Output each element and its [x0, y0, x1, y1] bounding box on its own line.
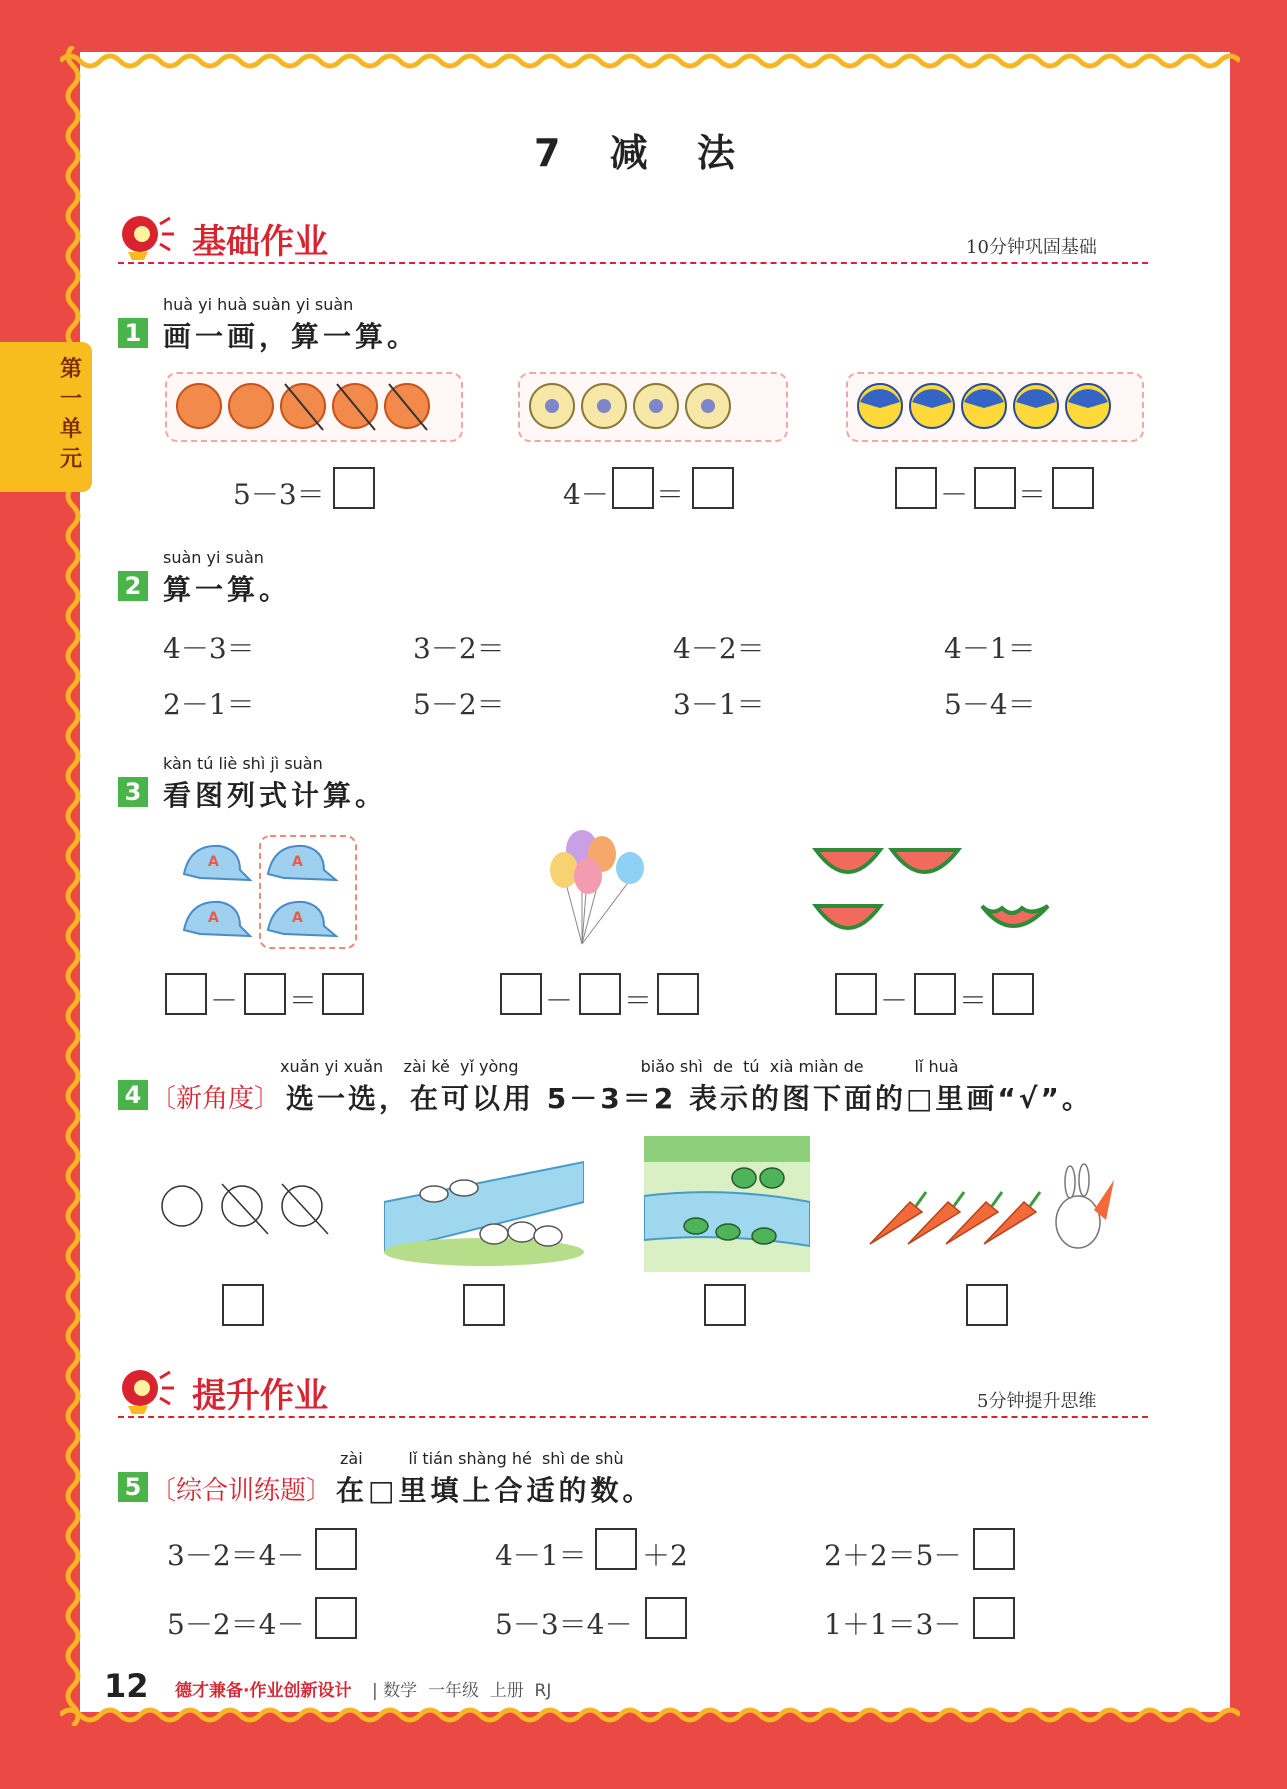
q2-row1-item: 3－2＝	[413, 632, 505, 665]
q3-text: 看图列式计算。	[163, 779, 388, 812]
wavy-border-top	[60, 46, 1240, 76]
q4-text: 选一选，在可以用 5－3＝2 表示的图下面的□里画“√”。	[286, 1082, 1093, 1115]
svg-text:A: A	[292, 910, 303, 926]
carrots-rabbit-picture	[866, 1160, 1116, 1260]
unit-side-tab-label: 第一单元	[59, 357, 82, 472]
q3-pic1-minus: －	[210, 984, 239, 1017]
q1-answer-box-3c[interactable]	[1052, 467, 1094, 509]
q2-row2-item: 5－4＝	[944, 688, 1036, 721]
q1-eq2-prefix: 4－	[563, 478, 609, 511]
section-basic-title: 基础作业	[192, 222, 328, 262]
q5-r1-c1-box[interactable]	[315, 1528, 357, 1570]
soccer-balls-icon	[528, 382, 778, 432]
q1-eq3-equals: ＝	[1018, 478, 1047, 511]
q5-text: 在□里填上合适的数。	[336, 1474, 655, 1507]
balloons-picture	[546, 828, 656, 948]
q5-r1-c3: 2＋2＝5－	[824, 1539, 962, 1572]
section-basic-divider	[118, 262, 1148, 264]
q3-number: 3	[118, 777, 148, 807]
wavy-border-bottom	[60, 1700, 1240, 1730]
q3-pic3-box-a[interactable]	[835, 973, 877, 1015]
section-basic-note: 10分钟巩固基础	[966, 237, 1097, 258]
q5-r2-c1: 5－2＝4－	[167, 1608, 305, 1641]
q5-r1-c1: 3－2＝4－	[167, 1539, 305, 1572]
q2-text: 算一算。	[163, 573, 292, 606]
q5-r2-c2: 5－3＝4－	[495, 1608, 633, 1641]
q1-number: 1	[118, 318, 148, 348]
q5-pinyin: zài lǐ tián shàng hé shì de shù	[340, 1449, 624, 1468]
footer-brand: 德才兼备·作业创新设计	[175, 1681, 352, 1701]
q3-pic3-minus: －	[880, 984, 909, 1017]
q5-r1-c2-suffix: ＋2	[642, 1539, 688, 1572]
q1-eq3-minus: －	[940, 478, 969, 511]
q2-row1-item: 4－2＝	[673, 632, 765, 665]
frogs-pond-picture	[644, 1136, 810, 1272]
q5-r2-c1-box[interactable]	[315, 1597, 357, 1639]
q5-r1-c2: 4－1＝	[495, 1539, 587, 1572]
circles-picture	[160, 1182, 330, 1240]
q4-choice-box-geese[interactable]	[463, 1284, 505, 1326]
q2-row1-item: 4－3＝	[163, 632, 255, 665]
section-advanced-title: 提升作业	[192, 1376, 328, 1416]
q3-pic3-box-c[interactable]	[992, 973, 1034, 1015]
caps-picture	[180, 834, 360, 950]
q1-answer-box-2a[interactable]	[612, 467, 654, 509]
q4-tag: 〔新角度〕	[150, 1084, 281, 1114]
basketballs-icon	[175, 382, 455, 432]
q4-choice-box-frogs[interactable]	[704, 1284, 746, 1326]
q5-r2-c2-box[interactable]	[645, 1597, 687, 1639]
q5-tag: 〔综合训练题〕	[150, 1476, 333, 1506]
q5-r1-c2-box[interactable]	[595, 1528, 637, 1570]
q1-text: 画一画，算一算。	[163, 320, 420, 353]
q5-r1-c3-box[interactable]	[973, 1528, 1015, 1570]
section-advanced-divider	[118, 1416, 1148, 1418]
q4-pinyin: xuǎn yi xuǎn zài kě yǐ yòng biǎo shì de tú xià miàn de lǐ huà	[280, 1057, 959, 1076]
q2-number: 2	[118, 571, 148, 601]
q1-eq1: 5－3＝	[233, 478, 325, 511]
q3-pinyin: kàn tú liè shì jì suàn	[163, 754, 323, 773]
q4-choice-box-circles[interactable]	[222, 1284, 264, 1326]
geese-river-picture	[384, 1142, 584, 1266]
q4-number: 4	[118, 1080, 148, 1110]
q1-pinyin: huà yi huà suàn yi suàn	[163, 295, 354, 314]
q1-answer-box-2b[interactable]	[692, 467, 734, 509]
volleyballs-icon	[856, 382, 1136, 432]
q3-pic1-equals: ＝	[289, 984, 318, 1017]
bulb-icon	[118, 210, 180, 262]
svg-text:A: A	[208, 854, 219, 870]
q3-pic1-box-b[interactable]	[244, 973, 286, 1015]
q3-pic3-equals: ＝	[959, 984, 988, 1017]
q5-number: 5	[118, 1472, 148, 1502]
q3-pic1-box-c[interactable]	[322, 973, 364, 1015]
q1-answer-box-1[interactable]	[333, 467, 375, 509]
q2-row2-item: 3－1＝	[673, 688, 765, 721]
q3-pic1-box-a[interactable]	[165, 973, 207, 1015]
wavy-border-left	[58, 46, 88, 1726]
q5-r2-c3-box[interactable]	[973, 1597, 1015, 1639]
q4-choice-box-carrots[interactable]	[966, 1284, 1008, 1326]
q3-pic2-box-c[interactable]	[657, 973, 699, 1015]
q1-answer-box-3a[interactable]	[895, 467, 937, 509]
q3-pic2-box-b[interactable]	[579, 973, 621, 1015]
q1-eq2-equals: ＝	[656, 478, 685, 511]
q2-row2-item: 5－2＝	[413, 688, 505, 721]
q3-pic2-minus: －	[545, 984, 574, 1017]
page-title: 7 减 法	[534, 131, 753, 175]
q5-r2-c3: 1＋1＝3－	[824, 1608, 962, 1641]
footer-book-info: | 数学 一年级 上册 RJ	[372, 1681, 552, 1701]
svg-text:A: A	[292, 854, 303, 870]
q2-row2-item: 2－1＝	[163, 688, 255, 721]
section-advanced-note: 5分钟提升思维	[977, 1391, 1097, 1412]
q3-pic2-box-a[interactable]	[500, 973, 542, 1015]
watermelon-picture	[812, 846, 1058, 936]
q2-pinyin: suàn yi suàn	[163, 548, 264, 567]
q1-answer-box-3b[interactable]	[974, 467, 1016, 509]
svg-text:A: A	[208, 910, 219, 926]
page-number: 12	[104, 1667, 149, 1705]
q2-row1-item: 4－1＝	[944, 632, 1036, 665]
q3-pic2-equals: ＝	[624, 984, 653, 1017]
q3-pic3-box-b[interactable]	[914, 973, 956, 1015]
bulb-icon	[118, 1364, 180, 1416]
